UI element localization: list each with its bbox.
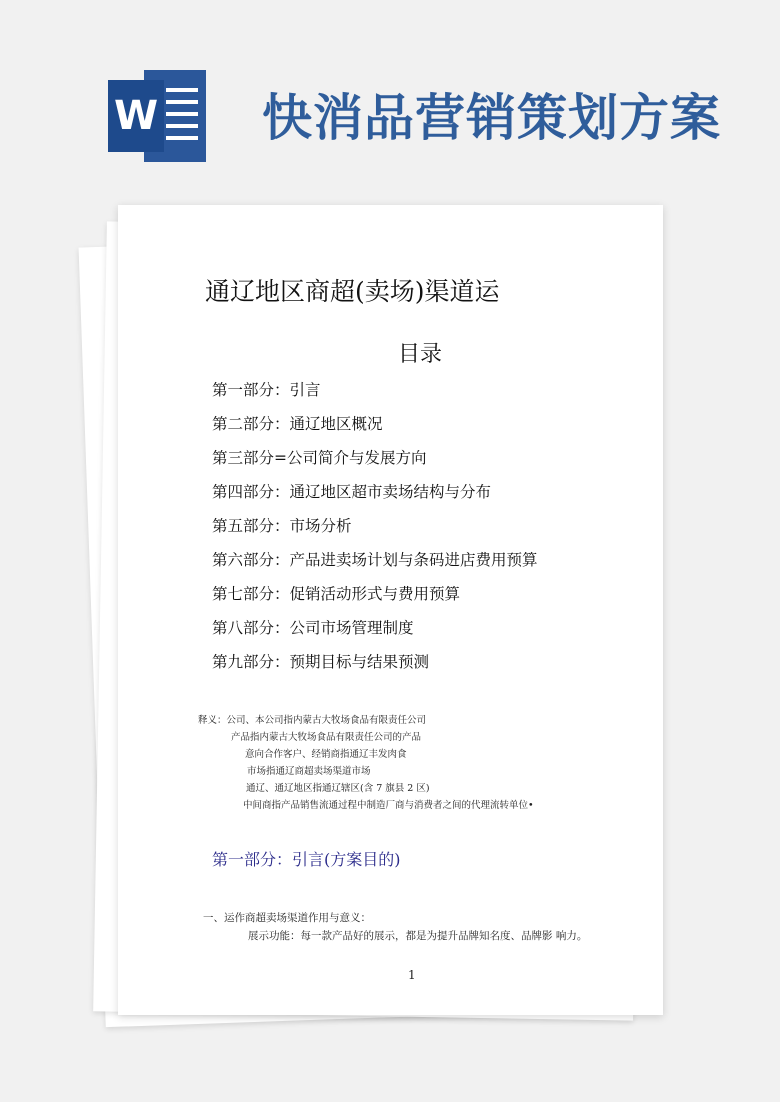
word-icon-line — [166, 100, 198, 104]
definition-line: 释义：公司、本公司指内蒙古大牧场食品有限责任公司 — [198, 715, 427, 726]
toc-item: 第四部分：通辽地区超市卖场结构与分布 — [212, 483, 492, 501]
word-icon-line — [166, 88, 198, 92]
word-icon-line — [166, 124, 198, 128]
toc-item: 第二部分：通辽地区概况 — [212, 415, 383, 433]
toc-item: 第一部分：引言 — [212, 381, 321, 399]
toc-item: 第六部分：产品进卖场计划与条码进店费用预算 — [212, 551, 538, 569]
page-number: 1 — [408, 968, 416, 982]
toc-item: 第九部分：预期目标与结果预测 — [212, 653, 430, 671]
word-icon-line — [166, 136, 198, 140]
word-icon-letter: W — [108, 80, 164, 152]
subsection-heading: 一、运作商超卖场渠道作用与意义： — [203, 912, 371, 924]
definitions-block — [198, 712, 534, 814]
body-paragraph: 展示功能：每一款产品好的展示，都是为提升品牌知名度、品牌影 响力。 — [248, 930, 588, 942]
document-title: 通辽地区商超(卖场)渠道运 — [205, 277, 500, 306]
table-of-contents — [212, 378, 538, 684]
definition-line: 意向合作客户、经销商指通辽丰发肉食 — [245, 749, 407, 760]
toc-item: 第八部分：公司市场管理制度 — [212, 619, 414, 637]
toc-item: 第五部分：市场分析 — [212, 517, 352, 535]
toc-heading: 目录 — [398, 342, 443, 367]
definition-line: 通辽、通辽地区指通辽辖区(含 7 旗县 2 区) — [246, 783, 430, 794]
section-heading: 第一部分：引言(方案目的) — [212, 850, 401, 869]
header-banner — [0, 0, 780, 190]
definition-line: 产品指内蒙古大牧场食品有限责任公司的产品 — [231, 732, 422, 743]
definition-line: 市场指通辽商超卖场渠道市场 — [247, 766, 371, 777]
banner-title: 快消品营销策划方案 — [262, 88, 721, 147]
definition-line: 中间商指产品销售流通过程中制造厂商与消费者之间的代理流转单位• — [243, 800, 534, 811]
toc-item: 第三部分=公司简介与发展方向 — [212, 449, 427, 467]
word-icon-line — [166, 112, 198, 116]
toc-item: 第七部分：促销活动形式与费用预算 — [212, 585, 461, 603]
word-document-icon — [108, 70, 206, 162]
